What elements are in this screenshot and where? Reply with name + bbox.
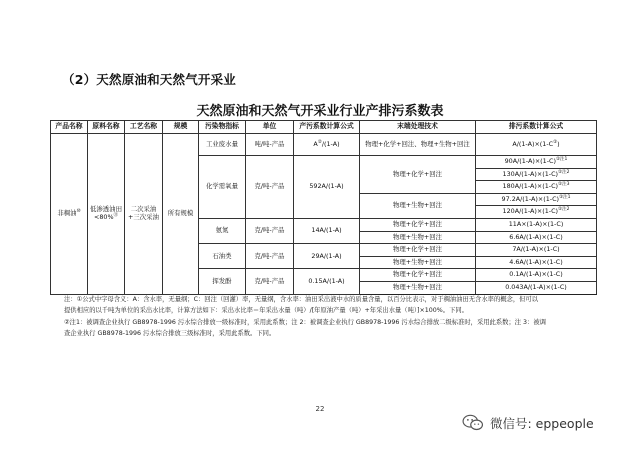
discharge-cell: 0.1A/(1-A)×(1-C) <box>476 269 597 282</box>
header-cell: 产品名称 <box>51 121 88 134</box>
header-cell: 排污系数计算公式 <box>476 121 597 134</box>
discharge-cell: $90A/(1-A)\times(1-C)^{②注1}$ <box>476 156 597 169</box>
material-cell: 低渗透油田<80%⑪ <box>88 134 125 295</box>
table-header-row <box>51 121 597 134</box>
product-cell: 非稠油⑩ <box>51 134 88 295</box>
pollutant-cell: 挥发酚 <box>199 269 246 294</box>
discharge-cell: 6.6A/(1-A)×(1-C) <box>476 231 597 244</box>
unit-cell: 克/吨-产品 <box>246 156 294 219</box>
header-cell: 污染物指标 <box>199 121 246 134</box>
discharge-cell: $130A/(1-A)\times(1-C)^{②注2}$ <box>476 168 597 181</box>
table-row <box>51 134 597 156</box>
header-cell: 末端处理技术 <box>360 121 476 134</box>
table-notes <box>64 294 594 340</box>
unit-cell: 克/吨-产品 <box>246 218 294 243</box>
unit-cell: 吨/吨-产品 <box>246 134 294 156</box>
note-line: 注：①公式中字母含义：A：含水率，无量纲；C：回注（回灌）率，无量纲，含水率：油田采出液中水的质量含量，以百分比表示，对于稠油油田无含水率的概念，但可以 <box>64 296 539 303</box>
header-cell: 单位 <box>246 121 294 134</box>
pollutant-cell: 工业废水量 <box>199 134 246 156</box>
tech-cell: 物理+化学+回注 <box>360 244 476 257</box>
note-line: 查企业执行 GB8978-1996 污水综合排放三级标准时，采用此系数。下同。 <box>64 330 276 338</box>
coefficient-table <box>50 120 597 295</box>
discharge-cell: 7A/(1-A)×(1-C) <box>476 244 597 257</box>
discharge-cell: $120A/(1-A)\times(1-C)^{②注2}$ <box>476 206 597 219</box>
unit-cell: 克/吨-产品 <box>246 269 294 294</box>
process-cell: 二次采油+三次采油 <box>125 134 163 295</box>
header-cell: 原料名称 <box>88 121 125 134</box>
tech-cell: 物理+生物+回注 <box>360 256 476 269</box>
table-title: 天然原油和天然气开采业行业产排污系数表 <box>196 104 444 119</box>
formula-cell: A②/(1-A) <box>294 134 360 156</box>
formula-cell: 29A/(1-A) <box>294 244 360 269</box>
header-cell: 产污系数计算公式 <box>294 121 360 134</box>
discharge-cell: $180A/(1-A)\times(1-C)^{②注3}$ <box>476 181 597 194</box>
formula-cell: 0.15A/(1-A) <box>294 269 360 294</box>
formula-cell: 592A/(1-A) <box>294 156 360 219</box>
note-line: ②注1：被调查企业执行 GB8978-1996 污水综合排放一级标准时，采用此系数；注 2：被调查企业执行 GB8978-1996 污水综合排放二级标准时，采用此系数；注 3：被调 <box>64 318 546 326</box>
unit-cell: 克/吨-产品 <box>246 244 294 269</box>
header-cell: 规模 <box>163 121 199 134</box>
tech-cell: 物理+生物+回注 <box>360 231 476 244</box>
discharge-cell: 4.6A/(1-A)×(1-C) <box>476 256 597 269</box>
page-number: 22 <box>315 405 325 413</box>
pollutant-cell: 石油类 <box>199 244 246 269</box>
wechat-icon <box>462 414 484 432</box>
pollutant-cell: 氨氮 <box>199 218 246 243</box>
tech-cell: 物理+化学+回注 <box>360 156 476 194</box>
section-heading: （2）天然原油和天然气开采业 <box>62 72 236 87</box>
tech-cell: 物理+化学+回注 <box>360 269 476 282</box>
tech-cell: 物理+化学+回注、物理+生物+回注 <box>360 134 476 156</box>
scale-cell: 所有规模 <box>163 134 199 295</box>
discharge-cell: 0.043A/(1-A)×(1-C) <box>476 281 597 294</box>
tech-cell: 物理+生物+回注 <box>360 193 476 218</box>
pollutant-cell: 化学需氧量 <box>199 156 246 219</box>
wechat-text: 微信号: eppeople <box>490 416 594 431</box>
discharge-cell: $97.2A/(1-A)\times(1-C)^{②注1}$ <box>476 193 597 206</box>
header-cell: 工艺名称 <box>125 121 163 134</box>
wechat-watermark <box>462 414 594 432</box>
tech-cell: 物理+化学+回注 <box>360 218 476 231</box>
tech-cell: 物理+生物+回注 <box>360 281 476 294</box>
discharge-cell: 11A×(1-A)×(1-C) <box>476 218 597 231</box>
note-line: 提供相应的以千吨为单位的采出水比率，计算方法如下：采出水比率＝年采出水量（吨）/[年原油产量（吨）+年采出水量（吨）]×100%。下同。 <box>64 307 468 315</box>
discharge-cell: A/(1-A)×(1-C②) <box>476 134 597 156</box>
formula-cell: 14A/(1-A) <box>294 218 360 243</box>
